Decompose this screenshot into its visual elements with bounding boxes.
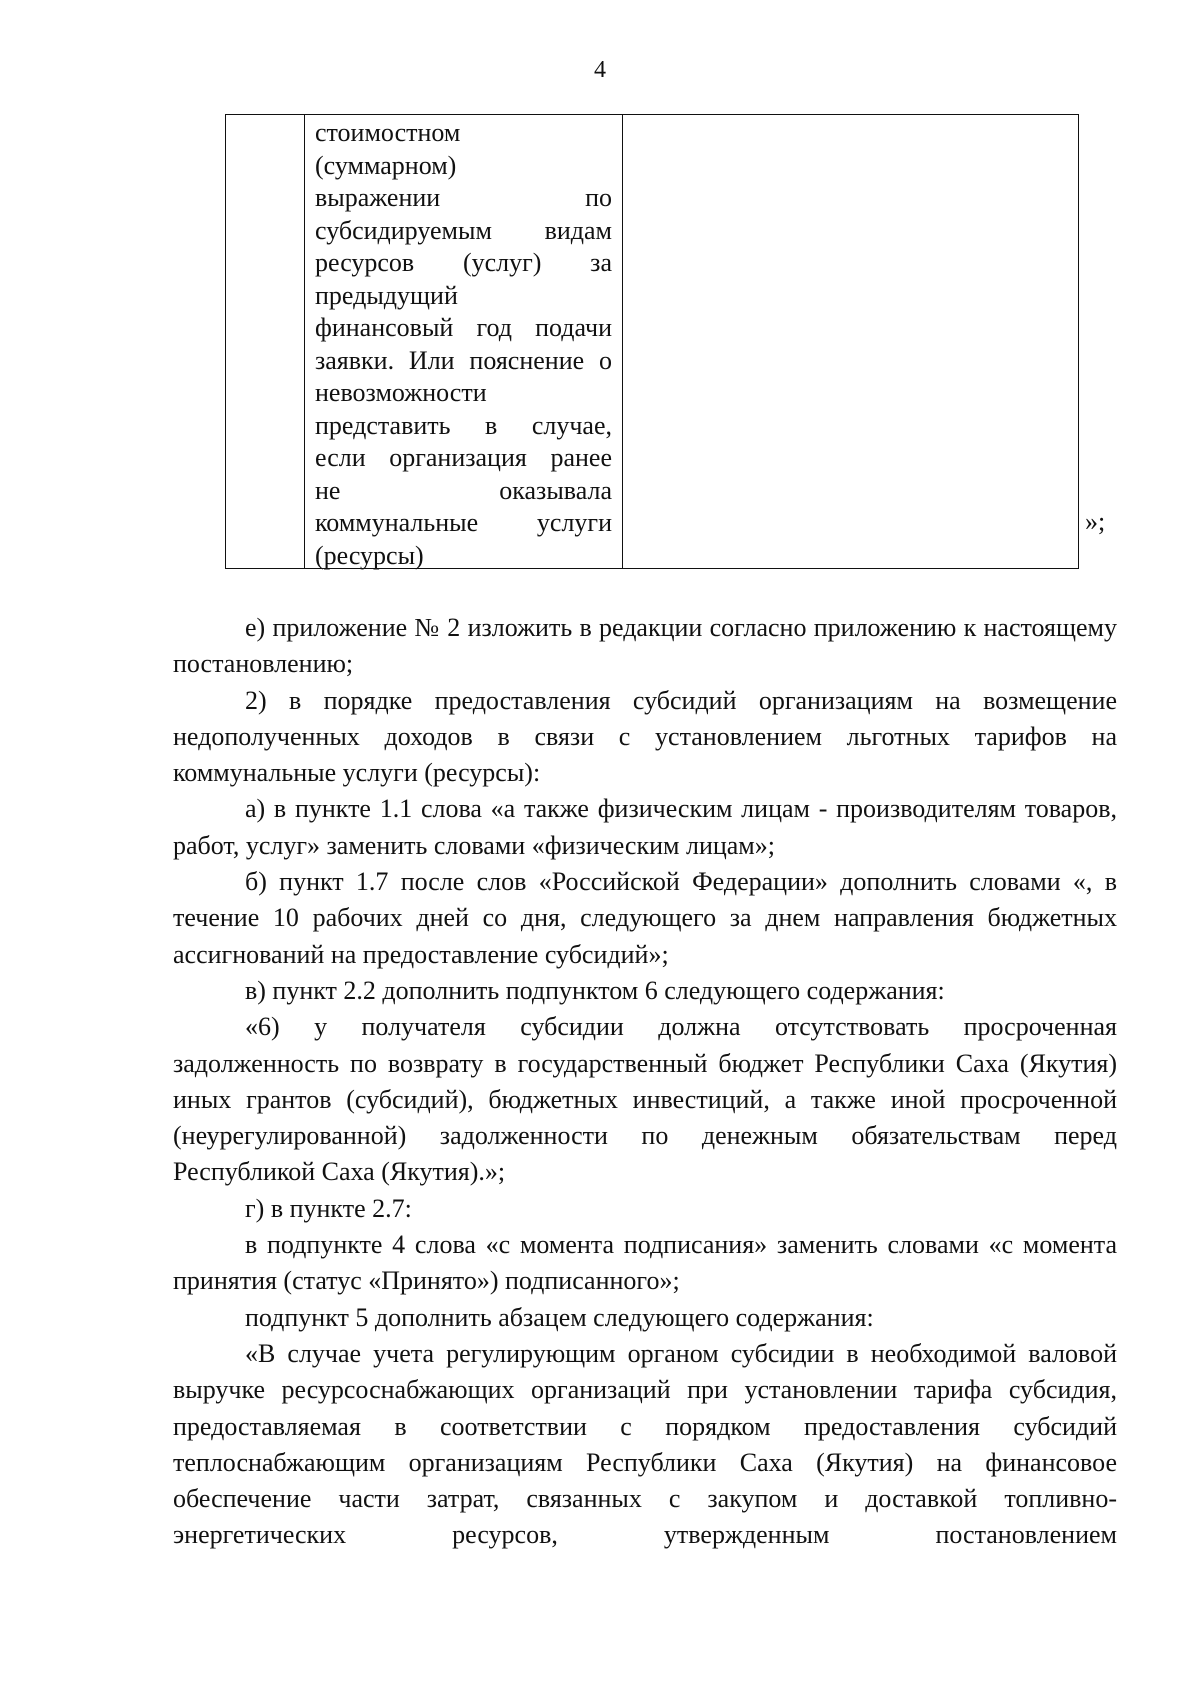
cell-word: (суммарном)	[315, 150, 457, 180]
document-body	[173, 610, 1117, 1554]
paragraph: подпункт 5 дополнить абзацем следующего содержания:	[245, 1302, 874, 1332]
cell-word: финансовый	[315, 313, 454, 342]
cell-text-line	[315, 540, 612, 573]
cell-word: год	[476, 313, 512, 342]
table-cell-text	[305, 115, 623, 569]
table-row	[226, 115, 1079, 569]
paragraph: в) пункт 2.2 дополнить подпунктом 6 следующего содержания:	[245, 975, 945, 1005]
cell-text-line	[315, 475, 612, 508]
cell-word: о	[599, 345, 612, 375]
cell-text-line	[315, 247, 612, 280]
paragraph: г) в пункте 2.7:	[245, 1193, 412, 1223]
cell-text-line	[315, 280, 612, 313]
cell-word: случае,	[531, 410, 612, 440]
cell-word: за	[590, 248, 612, 277]
cell-word: пояснение	[469, 345, 585, 375]
closing-quote-mark: »;	[1085, 507, 1106, 536]
cell-word: видам	[544, 215, 612, 245]
cell-word: предыдущий	[315, 280, 458, 310]
paragraph: е) приложение № 2 изложить в редакции согласно приложению к настоящему постановлению;	[173, 613, 1117, 679]
cell-text-line	[315, 117, 612, 150]
cell-word: не	[315, 475, 341, 505]
cell-word: заявки.	[315, 345, 395, 375]
cell-text-line	[315, 150, 612, 183]
cell-word: организация	[389, 443, 527, 472]
cell-text-line	[315, 215, 612, 248]
paragraph: в подпункте 4 слова «с момента подписания» заменить словами «с момента принятия (статус «Принято») подписанного»;	[173, 1230, 1117, 1296]
cell-text-line	[315, 507, 612, 540]
cell-word: Или	[408, 345, 455, 375]
cell-word: субсидируемым	[315, 215, 492, 245]
cell-word: ресурсов	[315, 248, 415, 277]
cell-word: представить	[315, 410, 451, 440]
cell-word: услуги	[536, 508, 612, 537]
cell-word: коммунальные	[315, 508, 479, 537]
cell-word: стоимостном	[315, 118, 461, 147]
cell-word: в	[485, 410, 498, 440]
cell-word: невозможности	[315, 378, 487, 407]
cell-text-line	[315, 442, 612, 475]
continuation-table	[225, 114, 1079, 569]
cell-word: если	[315, 443, 366, 472]
paragraph: а) в пункте 1.1 слова «а также физическим лицам - производителям товаров, работ, услуг» заменить словами «физическим лицам»;	[173, 794, 1117, 860]
paragraph: «В случае учета регулирующим органом субсидии в необходимой валовой выручке ресурсоснабжающих организаций при установлении тарифа субсидия, предоставляемая в соответствии с порядком предоставления субсидий теплоснабжающим организациям Республики Саха (Якутия) на финансовое обеспечение части затрат, связанных с закупом и доставкой топливно-энергетических ресурсов, утвержденным постановлением	[173, 1338, 1117, 1550]
cell-text-line	[315, 182, 612, 215]
cell-word: оказывала	[499, 475, 612, 505]
page-number: 4	[594, 57, 606, 83]
cell-word: ранее	[550, 443, 612, 472]
cell-text-line	[315, 410, 612, 443]
cell-word: по	[585, 183, 612, 212]
cell-word: выражении	[315, 183, 441, 212]
cell-word: (услуг)	[462, 248, 542, 277]
cell-text-block	[305, 115, 622, 568]
paragraph: 2) в порядке предоставления субсидий организациям на возмещение недополученных доходов в связи с установлением льготных тарифов на коммунальные услуги (ресурсы):	[173, 685, 1117, 788]
table-cell-empty	[623, 115, 1079, 569]
table-cell-number	[226, 115, 305, 569]
paragraph: б) пункт 1.7 после слов «Российской Федерации» дополнить словами «, в течение 10 рабочих дней со дня, следующего за днем направления бюджетных ассигнований на предоставление субсидий»;	[173, 867, 1117, 969]
cell-word: (ресурсы)	[315, 540, 424, 570]
paragraph: «6) у получателя субсидии должна отсутствовать просроченная задолженность по возврату в государственный бюджет Республики Саха (Якутия) иных грантов (субсидий), бюджетных инвестиций, а также иной просроченной (неурегулированной) задолженности по денежным обязательствам перед Республикой Саха (Якутия).»;	[173, 1012, 1117, 1187]
cell-word: подачи	[535, 313, 612, 342]
cell-text-line	[315, 377, 612, 410]
cell-text-line	[315, 312, 612, 345]
cell-text-line	[315, 345, 612, 378]
